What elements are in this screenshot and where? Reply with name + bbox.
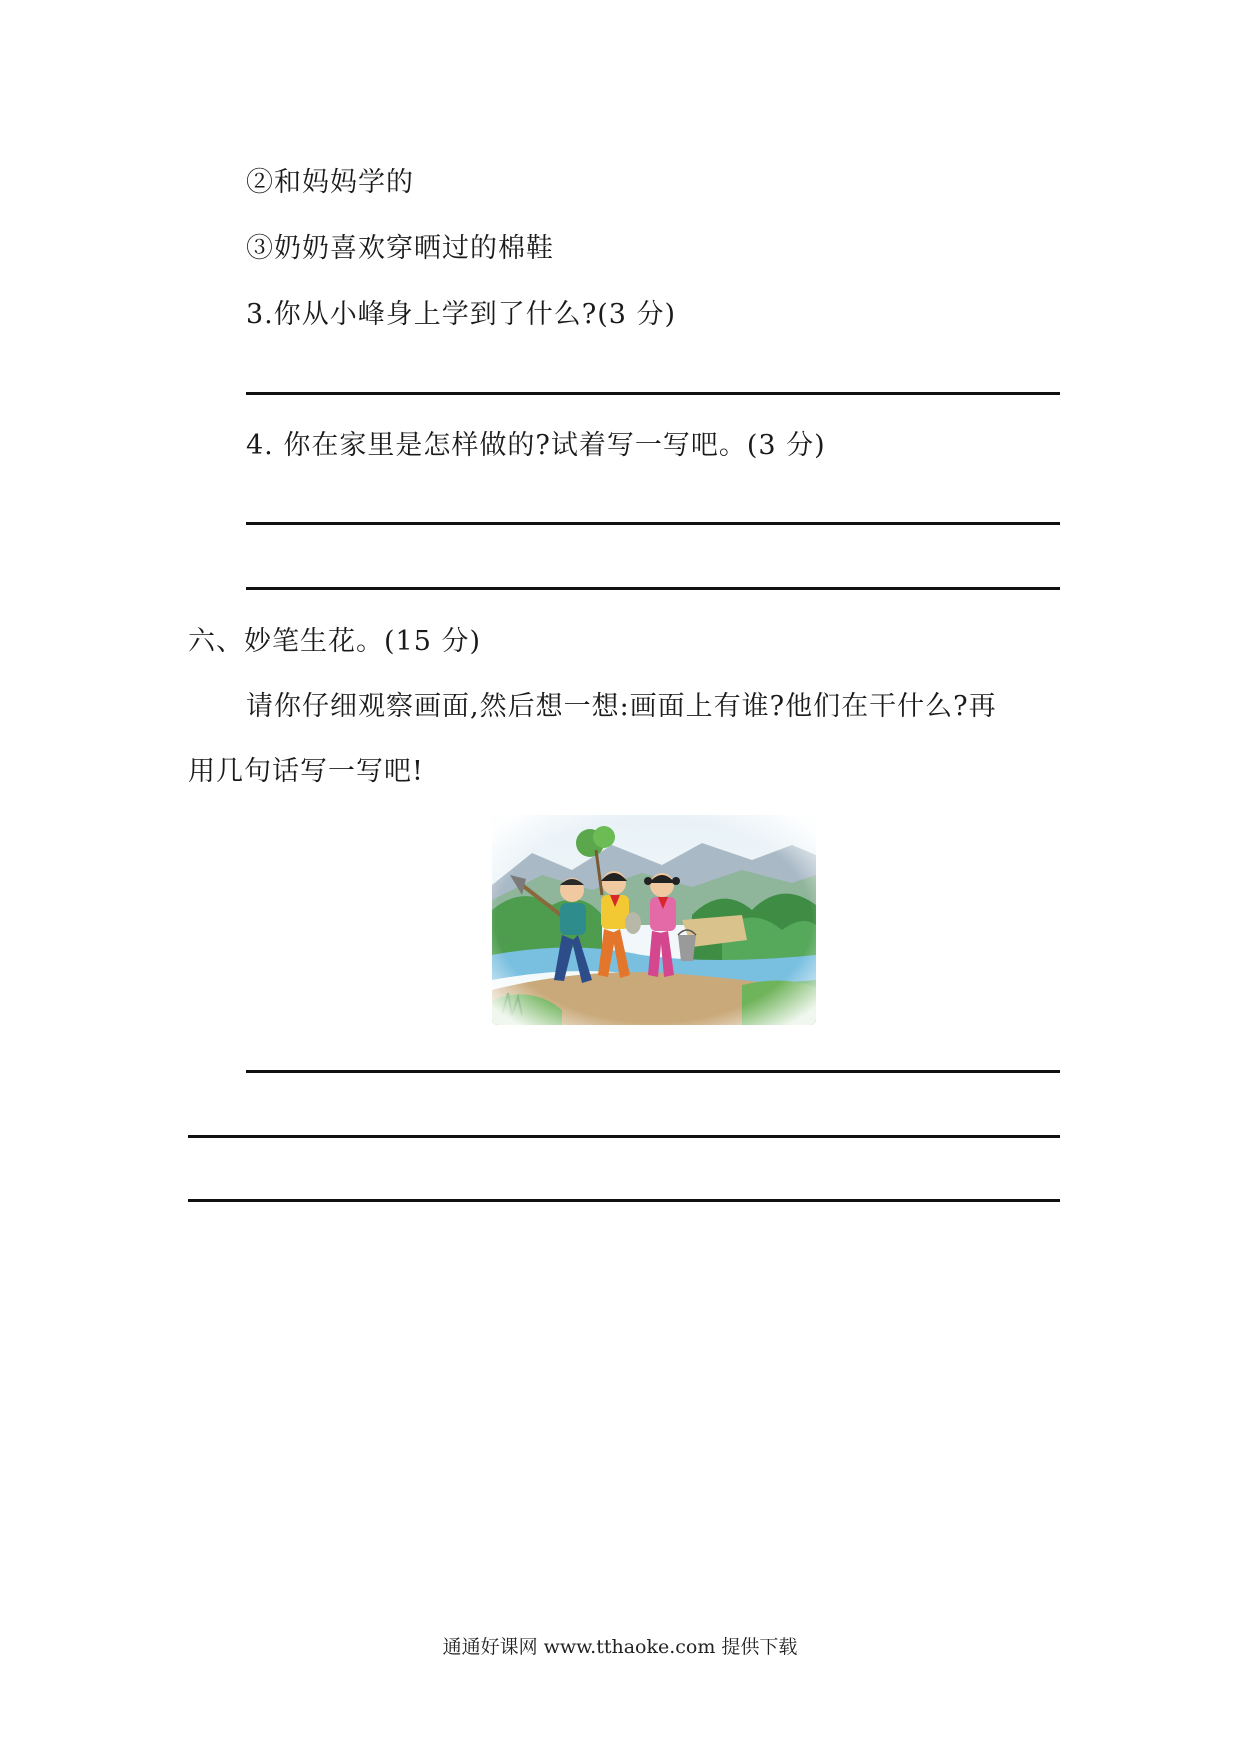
answer-line-q4-2[interactable] — [246, 587, 1060, 590]
section-6-title: 六、妙笔生花。(15 分) — [188, 626, 482, 657]
option-3-text: ③奶奶喜欢穿晒过的棉鞋 — [246, 233, 554, 264]
answer-line-sec6-1[interactable] — [246, 1070, 1060, 1073]
question-3-text: 3.你从小峰身上学到了什么?(3 分) — [246, 299, 677, 330]
section-6-prompt-line2: 用几句话写一写吧! — [188, 756, 424, 787]
answer-line-q3[interactable] — [246, 392, 1060, 395]
answer-line-sec6-2[interactable] — [188, 1135, 1060, 1138]
answer-line-sec6-3[interactable] — [188, 1199, 1060, 1202]
children-tree-planting-illustration — [492, 815, 816, 1025]
footer-source-text: 通通好课网 www.tthaoke.com 提供下载 — [442, 1636, 798, 1658]
answer-line-q4-1[interactable] — [246, 522, 1060, 525]
question-4-text: 4. 你在家里是怎样做的?试着写一写吧。(3 分) — [246, 430, 826, 461]
section-6-prompt-line1: 请你仔细观察画面,然后想一想:画面上有谁?他们在干什么?再 — [246, 691, 997, 722]
option-2-text: ②和妈妈学的 — [246, 167, 414, 198]
